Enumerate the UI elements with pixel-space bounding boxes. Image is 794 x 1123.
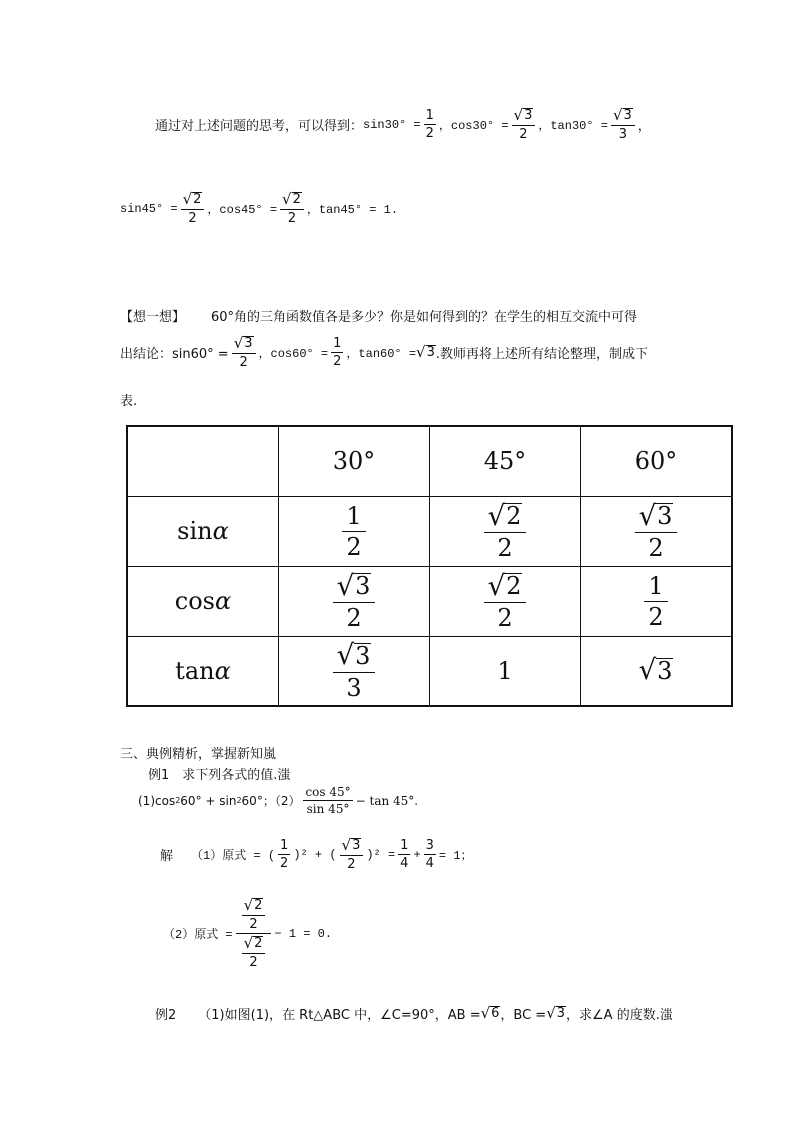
tan60-label: ，tan60° = bbox=[346, 347, 417, 361]
cos30-value: √ 3 2 bbox=[512, 108, 536, 141]
example-2: 例2 （1)如图(1)，在 Rt△ABC 中，∠C=90°，AB = √ 6 ，BC = √ 3 ，求∠A 的度数.滍 bbox=[155, 1004, 673, 1023]
tan30-label: ，tan30° = bbox=[538, 119, 608, 133]
cos-over-sin: $\frac{\cos 45^\circ}{\sin 45^\circ}$ bbox=[305, 785, 351, 816]
row-label-sin: sinα bbox=[127, 496, 279, 566]
cos30-label: ，cos30° = bbox=[438, 119, 509, 133]
cos45-label: ，cos45° = bbox=[207, 203, 278, 217]
complex-fraction: √ 2 2 √ 2 2 bbox=[236, 898, 272, 969]
example-1-title: 例1 求下列各式的值.滍 bbox=[148, 768, 291, 783]
think-line2-tail: .教师再将上述所有结论整理，制成下 bbox=[435, 347, 648, 362]
cos60-value: $\frac{1}{2}$ bbox=[333, 336, 342, 369]
table-header-row bbox=[127, 426, 732, 496]
row-label-cos: cosα bbox=[127, 566, 279, 636]
think-label: 【想一想】 bbox=[120, 310, 186, 325]
intro-end: ， bbox=[637, 119, 651, 134]
tan30-value: √ 3 3 bbox=[611, 108, 635, 141]
cell-tan30: √ 3 3 bbox=[279, 636, 430, 706]
cos45-value: √ 2 2 bbox=[280, 192, 304, 225]
think-line2-lead: 出结论：sin60° = bbox=[120, 347, 229, 362]
think-line3-text: 表. bbox=[120, 394, 138, 409]
cell-sin45: √ 2 2 bbox=[430, 496, 581, 566]
sin30-value: $\frac{1}{2}$ bbox=[425, 108, 434, 141]
sin45-label: sin45° = bbox=[120, 201, 178, 216]
think-line-2 bbox=[120, 336, 648, 369]
header-45: 45° bbox=[430, 426, 581, 496]
sin60-value: √ 3 2 bbox=[232, 336, 256, 369]
intro-lead: 通过对上述问题的思考，可以得到： bbox=[155, 119, 364, 134]
bc-value: √ 3 bbox=[546, 1004, 566, 1023]
intro-line bbox=[155, 108, 651, 141]
line-45 bbox=[120, 192, 398, 225]
cell-tan60: √ 3 bbox=[581, 636, 733, 706]
table-corner bbox=[127, 426, 279, 496]
sin45-value: √ 2 2 bbox=[181, 192, 205, 225]
cell-sin60: √ 3 2 bbox=[581, 496, 733, 566]
tan45-label: ，tan45° = 1. bbox=[306, 203, 399, 217]
row-label-tan: tanα bbox=[127, 636, 279, 706]
trig-table bbox=[126, 425, 733, 707]
example-1-question: (1)cos 2 60° + sin 2 60°；（2） $\frac{\cos 45^\circ}{\sin 45^\circ}$ − tan 45°. bbox=[138, 785, 419, 816]
header-30: 30° bbox=[279, 426, 430, 496]
solution-2: （2）原式 = √ 2 2 √ 2 2 − 1 = 0. bbox=[163, 896, 333, 970]
cell-cos60: $\frac{1}{2}$ bbox=[581, 566, 733, 636]
cell-cos45: √ 2 2 bbox=[430, 566, 581, 636]
ab-value: √ 6 bbox=[480, 1004, 500, 1023]
tan60-value: √ 3 bbox=[416, 343, 435, 362]
think-text: 60°角的三角函数值各是多少？你是如何得到的？在学生的相互交流中可得 bbox=[211, 310, 638, 325]
cell-cos30: √ 3 2 bbox=[279, 566, 430, 636]
sin30-label: sin30° = bbox=[363, 117, 421, 132]
cell-tan45: 1 bbox=[430, 636, 581, 706]
header-60: 60° bbox=[581, 426, 733, 496]
think-line-1 bbox=[120, 306, 637, 325]
think-line-3 bbox=[120, 390, 137, 409]
solution-1: 解 （1）原式 = ( $\frac{1}{2}$ )² + ( √ 3 2 )² = $\frac{1}{4}$ + $\frac{3}{4}$ = 1； bbox=[160, 836, 473, 872]
cell-sin30: $\frac{1}{2}$ bbox=[279, 496, 430, 566]
table-row-tan bbox=[127, 636, 732, 706]
section-title: 三、典例精析，掌握新知嵐 bbox=[120, 747, 277, 762]
cos60-label: ，cos60° = bbox=[258, 347, 329, 361]
table-row-cos bbox=[127, 566, 732, 636]
table-row-sin bbox=[127, 496, 732, 566]
